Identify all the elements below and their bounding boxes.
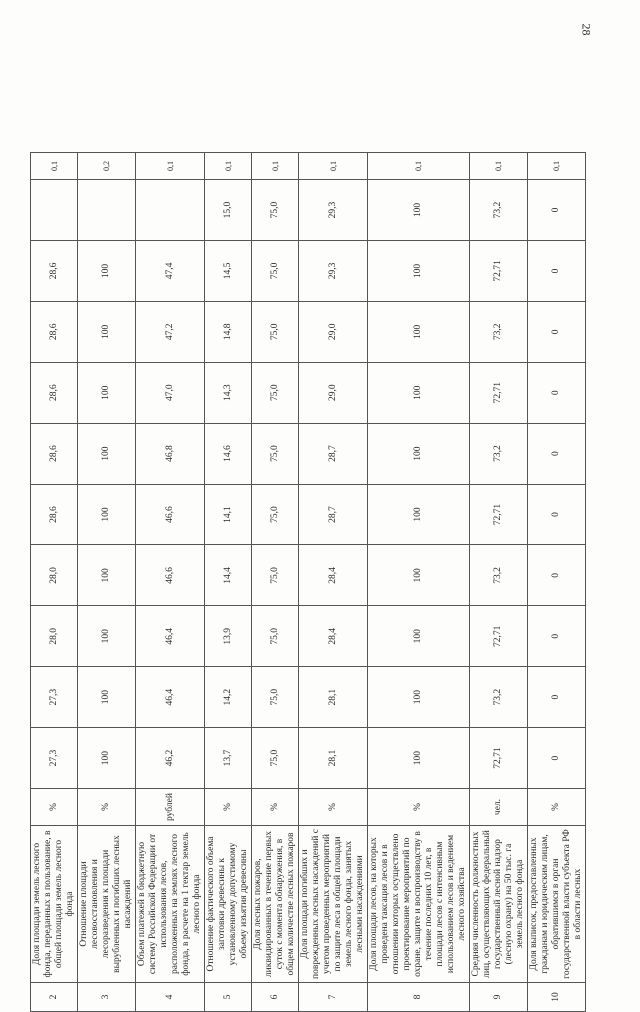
value-cell: 14,5	[205, 240, 252, 301]
value-cell: 14,1	[205, 484, 252, 545]
value-cell: 0	[528, 545, 586, 606]
indicator-name-cell: Доля лесных пожаров, ликвидированных в течение первых суток с момента обнаружения, в общем количестве лесных пожаров	[252, 826, 299, 983]
value-cell: 75,0	[252, 545, 299, 606]
value-cell: 73,2	[470, 180, 528, 241]
value-cell: 0	[528, 240, 586, 301]
value-cell: 100	[368, 180, 470, 241]
value-cell: 100	[78, 240, 136, 301]
value-cell: 100	[78, 606, 136, 667]
value-cell: 14,4	[205, 545, 252, 606]
value-cell: 29,3	[299, 240, 368, 301]
value-cell: 75,0	[252, 728, 299, 789]
indicators-table	[30, 152, 586, 1012]
value-cell: 28,6	[31, 484, 78, 545]
value-cell: 75,0	[252, 362, 299, 423]
value-cell: 100	[78, 545, 136, 606]
value-cell: 14,2	[205, 667, 252, 728]
value-cell: 72,71	[470, 728, 528, 789]
value-cell	[136, 180, 205, 241]
value-cell: 100	[368, 423, 470, 484]
row-number-cell: 3	[78, 983, 136, 1012]
value-cell: 28,6	[31, 362, 78, 423]
value-cell: 46,8	[136, 423, 205, 484]
value-cell: 75,0	[252, 423, 299, 484]
value-cell: 72,71	[470, 484, 528, 545]
value-cell: 0	[528, 180, 586, 241]
value-cell: 0	[528, 301, 586, 362]
value-cell: 14,8	[205, 301, 252, 362]
weight-cell: 0,1	[136, 153, 205, 180]
value-cell: 100	[78, 423, 136, 484]
value-cell: 15,0	[205, 180, 252, 241]
value-cell: 0	[528, 606, 586, 667]
value-cell: 0	[528, 423, 586, 484]
table-row	[252, 153, 299, 1012]
unit-cell: %	[252, 789, 299, 826]
unit-cell: %	[299, 789, 368, 826]
value-cell: 75,0	[252, 667, 299, 728]
indicator-name-cell: Средняя численность должностных лиц, осуществляющих федеральный государственный лесной надзор (лесную охрану) на 50 тыс. га земель лесного фонда	[470, 826, 528, 983]
value-cell: 47,0	[136, 362, 205, 423]
value-cell: 100	[78, 362, 136, 423]
weight-cell: 0,1	[368, 153, 470, 180]
value-cell: 100	[78, 484, 136, 545]
indicator-name-cell: Доля площади лесов, на которых проведена таксация лесов и в отношении которых осуществлено проектирование мероприятий по охране, защите и воспроизводству в течение последних 10 лет, в площади лесов с интенсивным использованием лесов и ведением лесного хозяйства	[368, 826, 470, 983]
value-cell: 47,4	[136, 240, 205, 301]
indicator-name-cell: Доля выписок, предоставленных гражданам и юридическим лицам, обратившимся в орган государственной власти субъекта РФ в области лесных	[528, 826, 586, 983]
value-cell: 100	[368, 240, 470, 301]
value-cell: 28,7	[299, 484, 368, 545]
table-row	[78, 153, 136, 1012]
value-cell: 100	[368, 484, 470, 545]
unit-cell: %	[78, 789, 136, 826]
value-cell: 0	[528, 728, 586, 789]
page-number: 28	[579, 23, 594, 36]
weight-cell: 0,2	[78, 153, 136, 180]
value-cell: 13,9	[205, 606, 252, 667]
value-cell: 100	[78, 728, 136, 789]
unit-cell: %	[31, 789, 78, 826]
value-cell: 75,0	[252, 301, 299, 362]
value-cell: 28,6	[31, 423, 78, 484]
value-cell: 46,6	[136, 484, 205, 545]
value-cell: 46,4	[136, 606, 205, 667]
table-row	[31, 153, 78, 1012]
row-number-cell: 2	[31, 983, 78, 1012]
value-cell: 100	[368, 301, 470, 362]
value-cell: 28,0	[31, 606, 78, 667]
value-cell: 46,6	[136, 545, 205, 606]
row-number-cell: 6	[252, 983, 299, 1012]
table-row	[299, 153, 368, 1012]
value-cell: 47,2	[136, 301, 205, 362]
value-cell: 13,7	[205, 728, 252, 789]
weight-cell: 0,1	[205, 153, 252, 180]
row-number-cell: 7	[299, 983, 368, 1012]
unit-cell: %	[528, 789, 586, 826]
value-cell: 29,0	[299, 362, 368, 423]
table-body	[31, 153, 586, 1012]
value-cell: 75,0	[252, 180, 299, 241]
value-cell: 72,71	[470, 362, 528, 423]
unit-cell: чел.	[470, 789, 528, 826]
value-cell: 27,3	[31, 728, 78, 789]
value-cell: 0	[528, 667, 586, 728]
indicator-name-cell: Объем платежей в бюджетную систему Российской Федерации от использования лесов, расположенных на землях лесного фонда, в расчете на 1 гектар земель лесного фонда	[136, 826, 205, 983]
value-cell: 72,71	[470, 240, 528, 301]
value-cell	[78, 180, 136, 241]
table-row	[205, 153, 252, 1012]
table-row	[470, 153, 528, 1012]
weight-cell: 0,1	[470, 153, 528, 180]
indicator-name-cell: Доля площади погибших и поврежденных лесных насаждений с учетом проведенных мероприятий по защите леса в общей площади земель лесного фонда, занятых лесными насаждениями	[299, 826, 368, 983]
unit-cell: рублей	[136, 789, 205, 826]
value-cell: 46,2	[136, 728, 205, 789]
value-cell: 46,4	[136, 667, 205, 728]
value-cell: 28,6	[31, 240, 78, 301]
value-cell: 27,3	[31, 667, 78, 728]
value-cell: 100	[368, 362, 470, 423]
value-cell: 28,4	[299, 606, 368, 667]
row-number-cell: 5	[205, 983, 252, 1012]
rotated-table-container	[30, 152, 583, 1012]
value-cell: 72,71	[470, 606, 528, 667]
row-number-cell: 4	[136, 983, 205, 1012]
value-cell: 28,6	[31, 301, 78, 362]
value-cell: 73,2	[470, 667, 528, 728]
table-row	[528, 153, 586, 1012]
value-cell: 100	[78, 667, 136, 728]
indicator-name-cell: Доля площади земель лесного фонда, переданных в пользование, в общей площади земель лесного фонда	[31, 826, 78, 983]
value-cell: 29,3	[299, 180, 368, 241]
value-cell: 28,0	[31, 545, 78, 606]
value-cell: 73,2	[470, 423, 528, 484]
value-cell: 0	[528, 484, 586, 545]
value-cell: 28,4	[299, 545, 368, 606]
value-cell: 100	[368, 545, 470, 606]
value-cell: 75,0	[252, 606, 299, 667]
value-cell: 14,6	[205, 423, 252, 484]
value-cell: 29,0	[299, 301, 368, 362]
unit-cell: %	[368, 789, 470, 826]
indicator-name-cell: Отношение фактического объема заготовки древесины к установленному допустимому объему изъятия древесины	[205, 826, 252, 983]
row-number-cell: 8	[368, 983, 470, 1012]
value-cell: 28,7	[299, 423, 368, 484]
value-cell: 100	[368, 606, 470, 667]
value-cell	[31, 180, 78, 241]
value-cell: 28,1	[299, 667, 368, 728]
weight-cell: 0,1	[252, 153, 299, 180]
value-cell: 73,2	[470, 545, 528, 606]
value-cell: 14,3	[205, 362, 252, 423]
value-cell: 73,2	[470, 301, 528, 362]
value-cell: 75,0	[252, 240, 299, 301]
row-number-cell: 9	[470, 983, 528, 1012]
value-cell: 75,0	[252, 484, 299, 545]
table-row	[368, 153, 470, 1012]
value-cell: 0	[528, 362, 586, 423]
weight-cell: 0,1	[299, 153, 368, 180]
indicator-name-cell: Отношение площади лесовосстановления и лесоразведения к площади вырубленных и погибших лесных насаждений	[78, 826, 136, 983]
value-cell: 28,1	[299, 728, 368, 789]
value-cell: 100	[368, 667, 470, 728]
value-cell: 100	[78, 301, 136, 362]
weight-cell: 0,1	[31, 153, 78, 180]
unit-cell: %	[205, 789, 252, 826]
value-cell: 100	[368, 728, 470, 789]
weight-cell: 0,1	[528, 153, 586, 180]
table-row	[136, 153, 205, 1012]
row-number-cell: 10	[528, 983, 586, 1012]
